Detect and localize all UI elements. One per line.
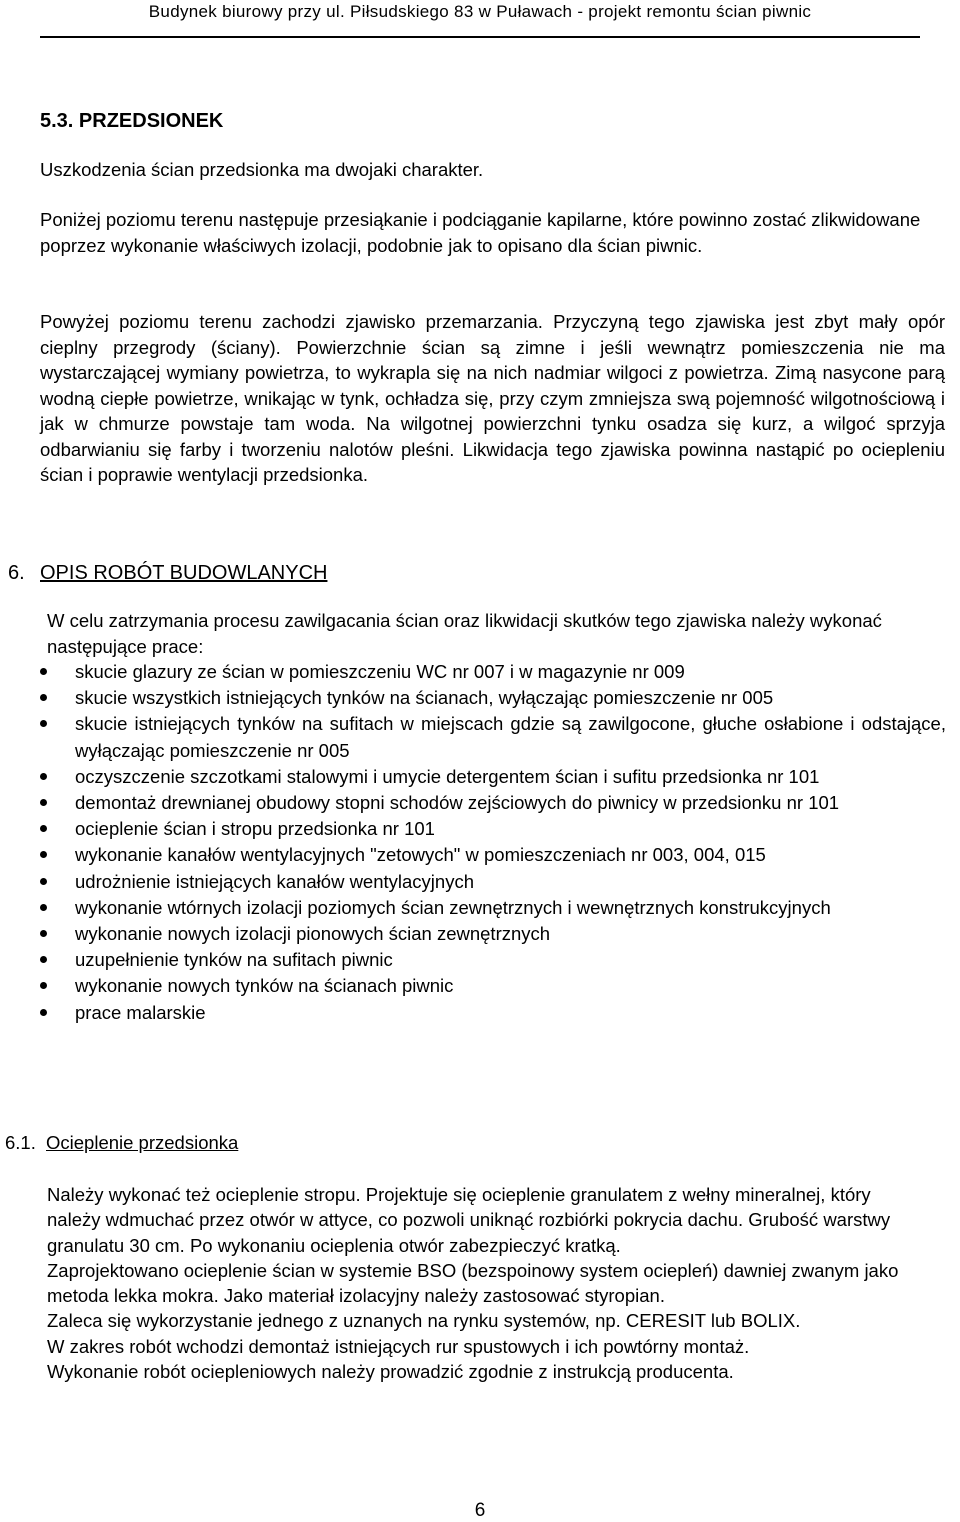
- bullet-icon: [40, 694, 47, 701]
- section-5-3-paragraph-2: Poniżej poziomu terenu następuje przesiąkanie i podciąganie kapilarne, które powinno zostać zlikwidowane poprzez wykonanie właściwych izolacji, podobnie jak to opisano dla ścian piwnic.: [40, 209, 921, 256]
- header-divider: [40, 36, 920, 38]
- document-title: Budynek biurowy przy ul. Piłsudskiego 83 w Puławach - projekt remontu ścian piwnic: [148, 2, 812, 21]
- list-item: [0, 895, 946, 921]
- bullet-icon: [40, 799, 47, 806]
- bullet-icon: [40, 956, 47, 963]
- list-item: [0, 842, 946, 868]
- list-item: [0, 659, 946, 685]
- section-6-intro: W celu zatrzymania procesu zawilgacania ścian oraz likwidacji skutków tego zjawiska należy wykonać następujące prace:: [47, 610, 882, 657]
- section-5-3-paragraph-1: Uszkodzenia ścian przedsionka ma dwojaki charakter.: [40, 159, 484, 180]
- list-item: [0, 1000, 946, 1026]
- list-item-text: skucie istniejących tynków na sufitach w miejscach gdzie są zawilgocone, głuche osłabione i odstające, wyłączając pomieszczenie nr 005: [75, 713, 946, 761]
- section-6-1-title: Ocieplenie przedsionka: [46, 1132, 239, 1153]
- section-5-3-paragraph-3: Powyżej poziomu terenu zachodzi zjawisko przemarzania. Przyczyną tego zjawiska jest zbyt mały opór cieplny przegrody (ściany). Powierzchnie ścian są zimne i jeśli wewnątrz pomieszczenia nie ma wystarczającej wymiany powietrza, to wykrapla się na nich nadmiar wilgoci z powietrza. Zimą nasycone parą wodną ciepłe powietrze, wnikając w tynk, ochładza się, przy czym zmniejsza swą pojemność wilgotnościową i jak w chmurze powstaje tam woda. Na wilgotnej powierzchni tynku osadza się kurz, a wilgoć sprzyja odbarwianiu się farby i tworzeniu nalotów pleśni. Likwidacja tego zjawiska powinna nastąpić po ociepleniu ścian i poprawie wentylacji przedsionka.: [40, 311, 945, 485]
- list-item-text: demontaż drewnianej obudowy stopni schodów zejściowych do piwnicy w przedsionku nr 101: [75, 792, 840, 814]
- section-6-heading: [8, 560, 327, 586]
- list-item-text: wykonanie kanałów wentylacyjnych "zetowych" w pomieszczeniach nr 003, 004, 015: [75, 844, 766, 866]
- bullet-icon: [40, 825, 47, 832]
- list-item: [0, 790, 946, 816]
- bullet-icon: [40, 720, 47, 727]
- section-6-1-heading: [5, 1130, 238, 1156]
- list-item: [0, 947, 946, 973]
- list-item-text: wykonanie nowych tynków na ścianach piwnic: [75, 975, 454, 997]
- list-item-text: prace malarskie: [75, 1001, 206, 1023]
- section-6-1-number: 6.1.: [5, 1132, 36, 1153]
- list-item: [0, 869, 946, 895]
- section-6-number: 6.: [8, 562, 25, 584]
- list-item: [0, 685, 946, 711]
- page-number: 6: [474, 1500, 486, 1521]
- bullet-icon: [40, 773, 47, 780]
- list-item: [0, 816, 946, 842]
- bullet-icon: [40, 1009, 47, 1016]
- list-item-text: udrożnienie istniejących kanałów wentylacyjnych: [75, 870, 474, 892]
- bullet-icon: [40, 851, 47, 858]
- section-6-title: OPIS ROBÓT BUDOWLANYCH: [40, 562, 328, 584]
- bullet-icon: [40, 668, 47, 675]
- list-item-text: wykonanie wtórnych izolacji poziomych ścian zewnętrznych i wewnętrznych konstrukcyjnych: [75, 896, 831, 918]
- section-6-1-paragraph-4: W zakres robót wchodzi demontaż istniejących rur spustowych i ich powtórny montaż.: [47, 1335, 750, 1357]
- bullet-icon: [40, 878, 47, 885]
- section-6-1-paragraph-5: Wykonanie robót ociepleniowych należy prowadzić zgodnie z instrukcją producenta.: [47, 1361, 734, 1383]
- list-item-text: skucie wszystkich istniejących tynków na ścianach, wyłączając pomieszczenie nr 005: [75, 687, 774, 709]
- section-6-1-paragraph-2: Zaprojektowano ocieplenie ścian w systemie BSO (bezspoinowy system ociepleń) dawniej zwanym jako metoda lekka mokra. Jako materiał izolacyjny należy zastosować styropian.: [47, 1259, 899, 1307]
- list-item-text: ocieplenie ścian i stropu przedsionka nr 101: [75, 818, 435, 840]
- list-item-text: skucie glazury ze ścian w pomieszczeniu WC nr 007 i w magazynie nr 009: [75, 661, 685, 682]
- section-5-3-heading: 5.3. PRZEDSIONEK: [40, 110, 224, 132]
- bullet-icon: [40, 930, 47, 937]
- work-list: [0, 659, 960, 1026]
- list-item: [0, 711, 946, 763]
- section-6-1-paragraph-3: Zaleca się wykorzystanie jednego z uznanych na rynku systemów, np. CERESIT lub BOLIX.: [47, 1310, 801, 1332]
- bullet-icon: [40, 904, 47, 911]
- list-item-text: uzupełnienie tynków na sufitach piwnic: [75, 949, 393, 971]
- bullet-icon: [40, 982, 47, 989]
- list-item-text: oczyszczenie szczotkami stalowymi i umycie detergentem ścian i sufitu przedsionka nr 101: [75, 765, 820, 787]
- list-item: [0, 973, 946, 999]
- section-6-1-paragraph-1: Należy wykonać też ocieplenie stropu. Projektuje się ocieplenie granulatem z wełny mineralnej, który należy wdmuchać przez otwór w attyce, co pozwoli uniknąć rozbiórki pokrycia dachu. Grubość warstwy granulatu 30 cm. Po wykonaniu ocieplenia otwór zabezpieczyć kratką.: [47, 1184, 891, 1256]
- list-item: [0, 921, 946, 947]
- list-item: [0, 764, 946, 790]
- list-item-text: wykonanie nowych izolacji pionowych ścian zewnętrznych: [75, 923, 551, 945]
- section-6-1-body: [47, 1182, 927, 1384]
- page-header: [0, 0, 960, 42]
